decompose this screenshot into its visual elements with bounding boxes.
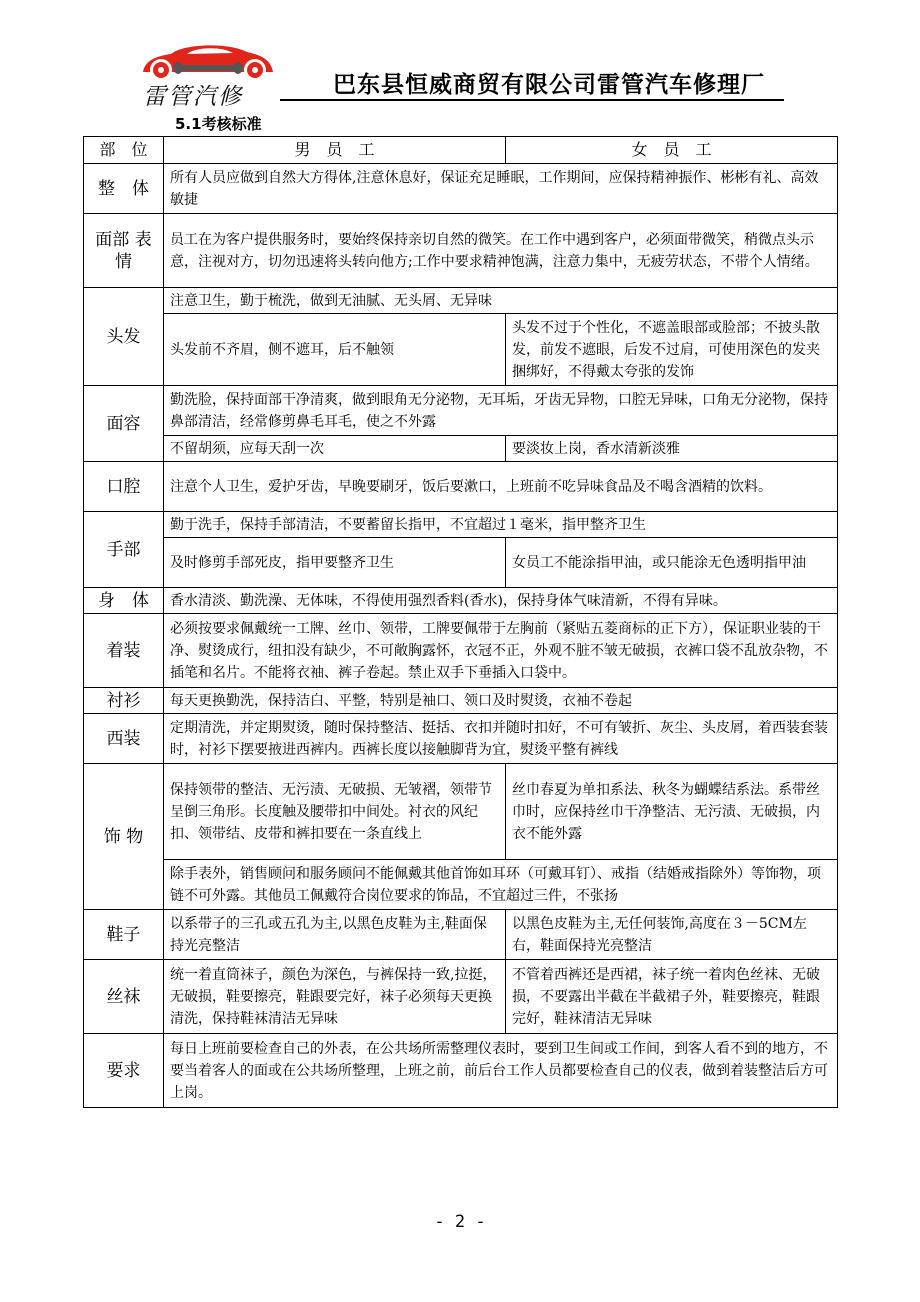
row-category: 鞋子 xyxy=(84,910,164,960)
page-number: - 2 - xyxy=(434,1212,486,1232)
female-text: 头发不过于个性化，不遮盖眼部或脸部；不披头散发，前发不遮眼，后发不过肩，可使用深色的发夹捆绑好，不得戴太夸张的发饰 xyxy=(506,314,838,386)
row-category: 面部 表情 xyxy=(84,214,164,288)
row-category: 要求 xyxy=(84,1034,164,1108)
table-row xyxy=(84,288,838,314)
female-text: 以黑色皮鞋为主,无任何装饰,高度在３－5CM左右，鞋面保持光亮整洁 xyxy=(506,910,838,960)
table-row xyxy=(84,764,838,860)
company-logo xyxy=(135,38,280,108)
table-row xyxy=(84,960,838,1034)
row-category: 手部 xyxy=(84,512,164,588)
row-category: 身 体 xyxy=(84,588,164,614)
female-text: 丝巾春夏为单扣系法、秋冬为蝴蝶结系法。系带丝巾时，应保持丝巾干净整洁、无污渍、无破损，内衣不能外露 xyxy=(506,764,838,860)
row-category: 头发 xyxy=(84,288,164,386)
table-row xyxy=(84,1034,838,1108)
row-text: 除手表外，销售顾问和服务顾问不能佩戴其他首饰如耳环（可戴耳钉）、戒指（结婚戒指除外）等饰物，项链不可外露。其他员工佩戴符合岗位要求的饰品，不宜超过三件，不张扬 xyxy=(164,860,838,910)
male-text: 头发前不齐眉，侧不遮耳，后不触领 xyxy=(164,314,506,386)
table-row xyxy=(84,910,838,960)
table-row xyxy=(84,688,838,714)
row-text: 勤于洗手，保持手部清洁，不要蓄留长指甲，不宜超过１毫米，指甲整齐卫生 xyxy=(164,512,838,538)
row-category: 西装 xyxy=(84,714,164,764)
row-category: 饰 物 xyxy=(84,764,164,910)
row-text: 注意个人卫生，爱护牙齿，早晚要刷牙，饭后要漱口，上班前不吃异味食品及不喝含酒精的饮料。 xyxy=(164,462,838,512)
header-male: 男 员 工 xyxy=(164,137,506,164)
header-part: 部 位 xyxy=(84,137,164,164)
company-name: 巴东县恒威商贸有限公司雷管汽车修理厂 xyxy=(333,72,765,98)
male-text: 统一着直筒袜子，颜色为深色，与裤保持一致,拉挺，无破损，鞋要擦亮，鞋跟要完好，袜子必须每天更换清洗，保持鞋袜清洁无异味 xyxy=(164,960,506,1034)
row-category: 着装 xyxy=(84,614,164,688)
table-row xyxy=(84,462,838,512)
table-header-row xyxy=(84,137,838,164)
row-category: 整 体 xyxy=(84,164,164,214)
row-text: 所有人员应做到自然大方得体,注意休息好，保证充足睡眠，工作期间，应保持精神振作、彬彬有礼、高效敏捷 xyxy=(164,164,838,214)
header-divider xyxy=(280,99,784,101)
section-title: 5.1考核标准 xyxy=(175,115,262,133)
table-row xyxy=(84,164,838,214)
female-text: 不管着西裤还是西裙，袜子统一着肉色丝袜、无破损，不要露出半截在半截裙子外，鞋要擦亮，鞋跟完好，鞋袜清洁无异味 xyxy=(506,960,838,1034)
row-text: 每天更换勤洗，保持洁白、平整，特别是袖口、领口及时熨烫，衣袖不卷起 xyxy=(164,688,838,714)
table-row xyxy=(84,714,838,764)
header-female: 女 员 工 xyxy=(506,137,838,164)
row-text: 香水清淡、勤洗澡、无体味，不得使用强烈香料(香水)，保持身体气味清新，不得有异味。 xyxy=(164,588,838,614)
female-text: 要淡妆上岗，香水清新淡雅 xyxy=(506,436,838,462)
table-row xyxy=(84,386,838,436)
logo-text: 雷管汽修 xyxy=(143,84,243,110)
table-row xyxy=(84,512,838,538)
row-text: 定期清洗，并定期熨烫，随时保持整洁、挺括、衣扣并随时扣好，不可有皱折、灰尘、头皮屑，着西装套装时，衬衫下摆要掖进西裤内。西裤长度以接触脚背为宜，熨烫平整有裤线 xyxy=(164,714,838,764)
male-text: 不留胡须，应每天刮一次 xyxy=(164,436,506,462)
row-text: 必须按要求佩戴统一工牌、丝巾、领带，工牌要佩带于左胸前（紧贴五菱商标的正下方），保证职业装的干净、熨烫成行，纽扣没有缺少，不可敞胸露怀，衣冠不正，外观不脏不皱无破损，衣裤口袋不乱放杂物，不插笔和名片。不能将衣袖、裤子卷起。禁止双手下垂插入口袋中。 xyxy=(164,614,838,688)
row-category: 衬衫 xyxy=(84,688,164,714)
table-row xyxy=(84,214,838,288)
table-row xyxy=(84,538,838,588)
table-row xyxy=(84,436,838,462)
row-category: 面容 xyxy=(84,386,164,462)
row-text: 员工在为客户提供服务时，要始终保持亲切自然的微笑。在工作中遇到客户，必须面带微笑，稍微点头示意，注视对方，切勿迅速将头转向他方;工作中要求精神饱满，注意力集中，无疲劳状态，不带个人情绪。 xyxy=(164,214,838,288)
page-header xyxy=(0,0,920,110)
table-row xyxy=(84,588,838,614)
male-text: 以系带子的三孔或五孔为主,以黑色皮鞋为主,鞋面保持光亮整洁 xyxy=(164,910,506,960)
table-row xyxy=(84,314,838,386)
male-text: 及时修剪手部死皮，指甲要整齐卫生 xyxy=(164,538,506,588)
table-row xyxy=(84,860,838,910)
female-text: 女员工不能涂指甲油，或只能涂无色透明指甲油 xyxy=(506,538,838,588)
row-category: 丝袜 xyxy=(84,960,164,1034)
row-text: 勤洗脸，保持面部干净清爽，做到眼角无分泌物，无耳垢，牙齿无异物，口腔无异味，口角无分泌物，保持鼻部清洁，经常修剪鼻毛耳毛，使之不外露 xyxy=(164,386,838,436)
table-row xyxy=(84,614,838,688)
row-text: 每日上班前要检查自己的外表，在公共场所需整理仪表时，要到卫生间或工作间，到客人看不到的地方，不要当着客人的面或在公共场所整理，上班之前，前后台工作人员都要检查自己的仪表，做到着装整洁后方可上岗。 xyxy=(164,1034,838,1108)
row-text: 注意卫生，勤于梳洗，做到无油腻、无头屑、无异味 xyxy=(164,288,838,314)
row-category: 口腔 xyxy=(84,462,164,512)
standards-table xyxy=(83,136,838,1108)
male-text: 保持领带的整洁、无污渍、无破损、无皱褶，领带节呈倒三角形。长度触及腰带扣中间处。衬衣的风纪扣、领带结、皮带和裤扣要在一条直线上 xyxy=(164,764,506,860)
